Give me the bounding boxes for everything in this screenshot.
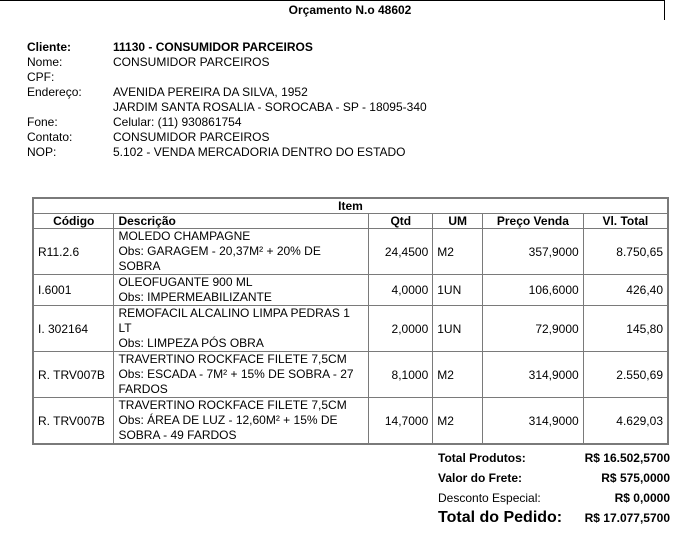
row-total: 426,40	[583, 275, 668, 306]
page-title: Orçamento N.o 48602	[288, 3, 412, 17]
row-product-name: TRAVERTINO ROCKFACE FILETE 7,5CM	[118, 398, 347, 412]
row-codigo: I. 302164	[33, 306, 114, 352]
row-codigo: R. TRV007B	[33, 398, 114, 445]
desconto-value: R$ 0,0000	[614, 491, 670, 505]
total-produtos-value: R$ 16.502,5700	[584, 451, 670, 465]
header-qtd: Qtd	[369, 214, 433, 229]
cpf-row	[27, 70, 427, 85]
table-row	[33, 352, 668, 398]
valor-frete-label: Valor do Frete:	[438, 471, 523, 485]
total-pedido-value: R$ 17.077,5700	[584, 511, 670, 525]
table-title: Item	[33, 198, 668, 214]
row-preco: 72,9000	[483, 306, 584, 352]
items-table	[32, 197, 669, 445]
header-preco: Preço Venda	[483, 214, 584, 229]
row-obs: Obs: ESCADA - 7M² + 15% DE SOBRA - 27 FARDOS	[118, 367, 354, 396]
header-total: Vl. Total	[583, 214, 668, 229]
row-um: M2	[433, 229, 483, 275]
row-product-name: OLEOFUGANTE 900 ML	[118, 275, 253, 289]
row-descricao	[114, 306, 369, 352]
total-produtos-row	[438, 451, 670, 471]
endereco-row	[27, 85, 427, 100]
nop-label: NOP:	[27, 145, 57, 159]
row-codigo: I.6001	[33, 275, 114, 306]
endereco-line-1: AVENIDA PEREIRA DA SILVA, 1952	[113, 85, 308, 99]
table-row	[33, 398, 668, 445]
table-row	[33, 306, 668, 352]
row-qtd: 4,0000	[369, 275, 433, 306]
nome-value: CONSUMIDOR PARCEIROS	[113, 55, 270, 69]
cliente-value: 11130 - CONSUMIDOR PARCEIROS	[113, 40, 313, 54]
nome-label: Nome:	[27, 55, 63, 69]
table-header-row	[33, 214, 668, 229]
valor-frete-row	[438, 471, 670, 491]
row-qtd: 14,7000	[369, 398, 433, 445]
cliente-row	[27, 40, 427, 55]
row-codigo: R11.2.6	[33, 229, 114, 275]
row-total: 2.550,69	[583, 352, 668, 398]
row-product-name: MOLEDO CHAMPAGNE	[118, 229, 251, 243]
total-produtos-label: Total Produtos:	[438, 451, 526, 465]
contato-value: CONSUMIDOR PARCEIROS	[113, 130, 270, 144]
desconto-label: Desconto Especial:	[438, 491, 541, 505]
cliente-label: Cliente:	[27, 40, 72, 54]
header-descricao: Descrição	[114, 214, 369, 229]
nome-row	[27, 55, 427, 70]
endereco-line-2: JARDIM SANTA ROSALIA - SOROCABA - SP - 18095-340	[113, 100, 427, 114]
row-qtd: 24,4500	[369, 229, 433, 275]
row-product-name: TRAVERTINO ROCKFACE FILETE 7,5CM	[118, 352, 347, 366]
table-row	[33, 275, 668, 306]
header-codigo: Código	[33, 214, 114, 229]
contato-label: Contato:	[27, 130, 73, 144]
nop-value: 5.102 - VENDA MERCADORIA DENTRO DO ESTADO	[113, 145, 406, 159]
row-codigo: R. TRV007B	[33, 352, 114, 398]
endereco-row-2	[113, 100, 427, 115]
row-preco: 357,9000	[483, 229, 584, 275]
table-row	[33, 229, 668, 275]
endereco-label: Endereço:	[27, 85, 82, 99]
valor-frete-value: R$ 575,0000	[601, 471, 670, 485]
row-um: 1UN	[433, 275, 483, 306]
header-um: UM	[433, 214, 483, 229]
nop-row	[27, 145, 427, 160]
row-total: 4.629,03	[583, 398, 668, 445]
row-product-name: REMOFACIL ALCALINO LIMPA PEDRAS 1 LT	[118, 306, 350, 335]
row-obs: Obs: GARAGEM - 20,37M² + 20% DE SOBRA	[118, 244, 321, 273]
fone-label: Fone:	[27, 115, 58, 129]
row-total: 8.750,65	[583, 229, 668, 275]
row-qtd: 8,1000	[369, 352, 433, 398]
row-descricao	[114, 398, 369, 445]
row-descricao	[114, 229, 369, 275]
cpf-label: CPF:	[27, 70, 55, 84]
client-info	[27, 40, 427, 160]
row-obs: Obs: ÁREA DE LUZ - 12,60M² + 15% DE SOBRA - 49 FARDOS	[118, 413, 338, 442]
row-um: M2	[433, 352, 483, 398]
row-obs: Obs: IMPERMEABILIZANTE	[118, 290, 272, 304]
row-obs: Obs: LIMPEZA PÓS OBRA	[118, 336, 264, 350]
row-descricao	[114, 275, 369, 306]
fone-value: Celular: (11) 930861754	[113, 115, 242, 129]
top-border-line	[0, 0, 664, 1]
totals-block	[438, 451, 670, 531]
row-preco: 314,9000	[483, 352, 584, 398]
total-pedido-label: Total do Pedido:	[438, 509, 563, 526]
row-descricao	[114, 352, 369, 398]
row-um: M2	[433, 398, 483, 445]
row-preco: 314,9000	[483, 398, 584, 445]
row-um: 1UN	[433, 306, 483, 352]
contato-row	[27, 130, 427, 145]
row-total: 145,80	[583, 306, 668, 352]
desconto-row	[438, 491, 670, 511]
row-preco: 106,6000	[483, 275, 584, 306]
row-qtd: 2,0000	[369, 306, 433, 352]
fone-row	[27, 115, 427, 130]
total-pedido-row	[438, 509, 670, 531]
